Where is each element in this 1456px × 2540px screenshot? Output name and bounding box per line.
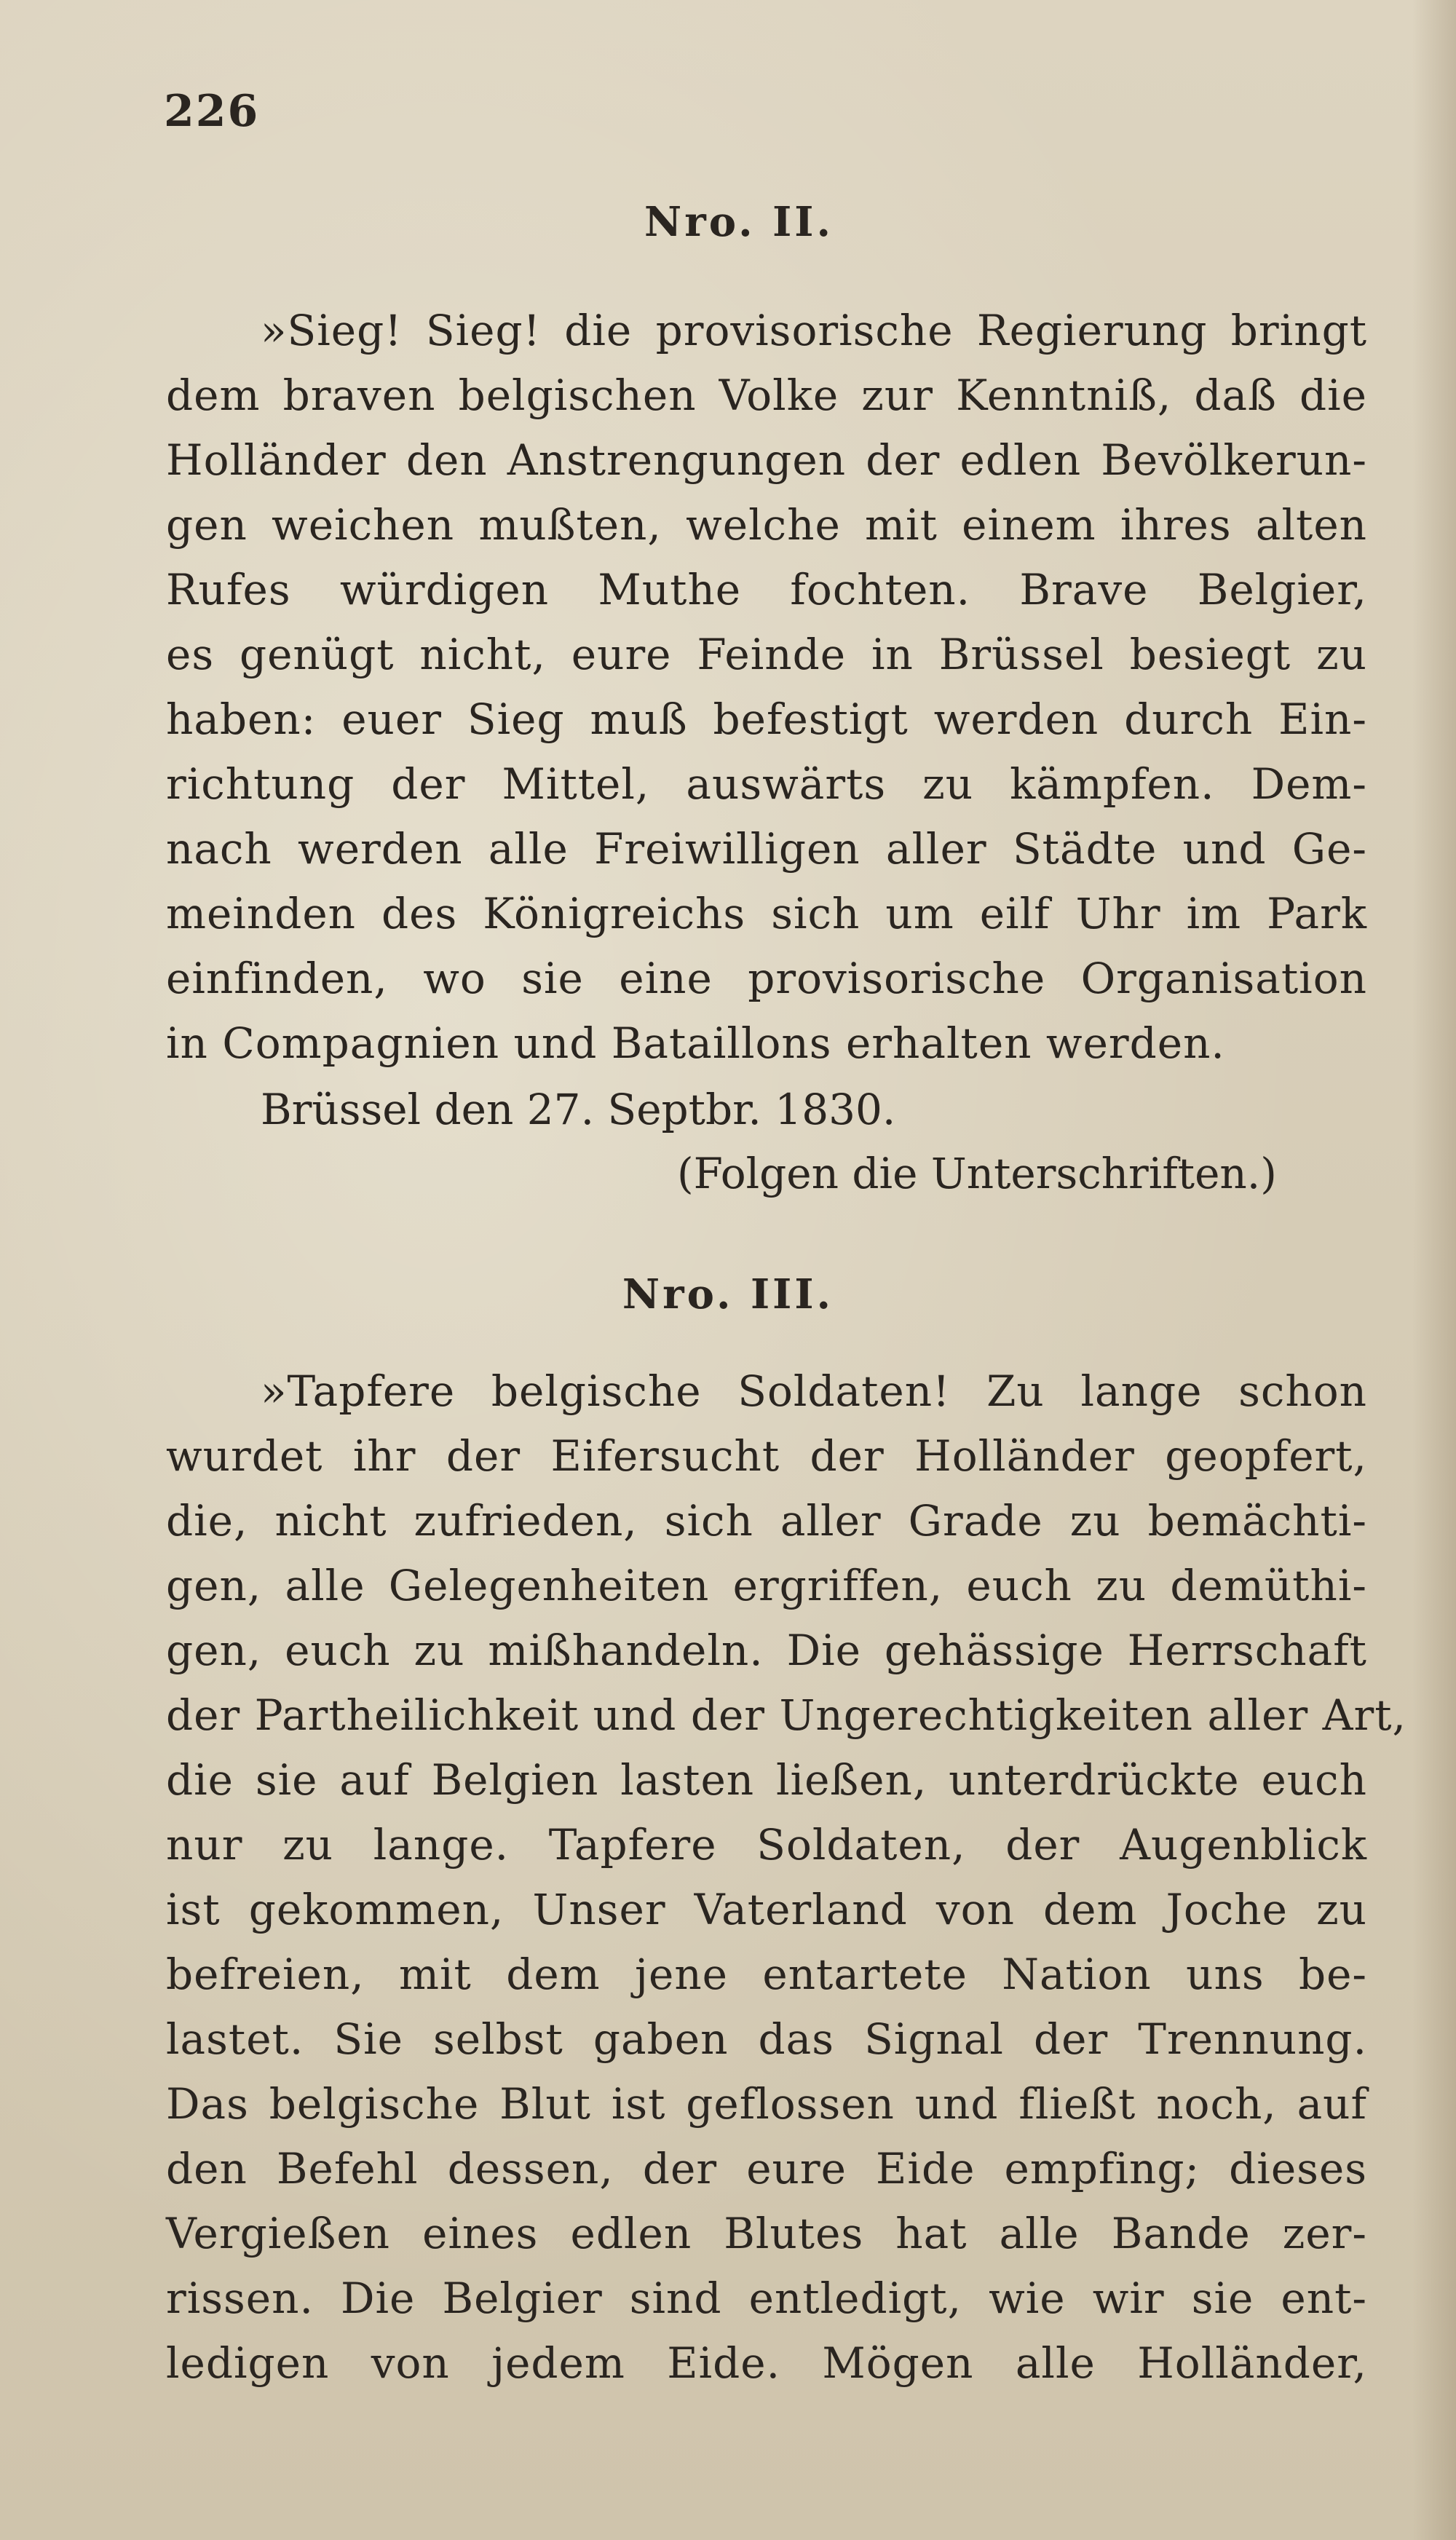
- text-line: richtung der Mittel, auswärts zu kämpfen. Dem-: [166, 759, 1367, 809]
- section-iii-body: [166, 1359, 1406, 2396]
- text-line: haben: euer Sieg muß befestigt werden durch Ein-: [166, 695, 1367, 744]
- text-line: »Sieg! Sieg! die provisorische Regierung bringt: [261, 306, 1367, 355]
- text-line: nur zu lange. Tapfere Soldaten, der Augenblick: [166, 1820, 1367, 1870]
- text-line: ledigen von jedem Eide. Mögen alle Holländer,: [166, 2338, 1367, 2388]
- dateline: Brüssel den 27. Septbr. 1830.: [261, 1085, 896, 1134]
- text-line: Vergießen eines edlen Blutes hat alle Bande zer-: [166, 2209, 1367, 2258]
- text-line: einfinden, wo sie eine provisorische Organisation: [166, 954, 1367, 1003]
- text-line: gen weichen mußten, welche mit einem ihres alten: [166, 500, 1367, 550]
- text-line: befreien, mit dem jene entartete Nation uns be-: [166, 1950, 1367, 1999]
- text-line: gen, euch zu mißhandeln. Die gehässige Herrschaft: [166, 1626, 1367, 1675]
- signature-note: (Folgen die Unterschriften.): [677, 1149, 1277, 1198]
- text-line: der Partheilichkeit und der Ungerechtigkeiten aller Art,: [166, 1690, 1406, 1740]
- page-number: 226: [164, 86, 260, 137]
- text-line: rissen. Die Belgier sind entledigt, wie wir sie ent-: [166, 2274, 1367, 2323]
- text-line: Holländer den Anstrengungen der edlen Bevölkerun-: [166, 435, 1367, 485]
- text-line: Das belgische Blut ist geflossen und fließt noch, auf: [166, 2079, 1367, 2129]
- section-title-iii: Nro. III.: [622, 1270, 834, 1318]
- text-line: die sie auf Belgien lasten ließen, unterdrückte euch: [166, 1755, 1367, 1805]
- text-line: ist gekommen, Unser Vaterland von dem Joche zu: [166, 1885, 1367, 1934]
- text-line: meinden des Königreichs sich um eilf Uhr im Park: [166, 889, 1367, 938]
- text-line: die, nicht zufrieden, sich aller Grade zu bemächti-: [166, 1496, 1367, 1546]
- text-line: wurdet ihr der Eifersucht der Holländer geopfert,: [166, 1431, 1367, 1481]
- text-line: Rufes würdigen Muthe fochten. Brave Belgier,: [166, 565, 1367, 614]
- text-line: nach werden alle Freiwilligen aller Städte und Ge-: [166, 824, 1367, 874]
- text-line: »Tapfere belgische Soldaten! Zu lange schon: [261, 1366, 1367, 1416]
- section-ii-body: [166, 298, 1367, 1076]
- text-line: lastet. Sie selbst gaben das Signal der Trennung.: [166, 2014, 1367, 2064]
- text-line: in Compagnien und Bataillons erhalten werden.: [166, 1018, 1225, 1068]
- text-line: gen, alle Gelegenheiten ergriffen, euch zu demüthi-: [166, 1561, 1367, 1610]
- text-line: es genügt nicht, eure Feinde in Brüssel besiegt zu: [166, 630, 1367, 679]
- section-title-ii: Nro. II.: [644, 198, 834, 246]
- text-line: dem braven belgischen Volke zur Kenntniß, daß die: [166, 371, 1367, 420]
- text-line: den Befehl dessen, der eure Eide empfing; dieses: [166, 2144, 1367, 2193]
